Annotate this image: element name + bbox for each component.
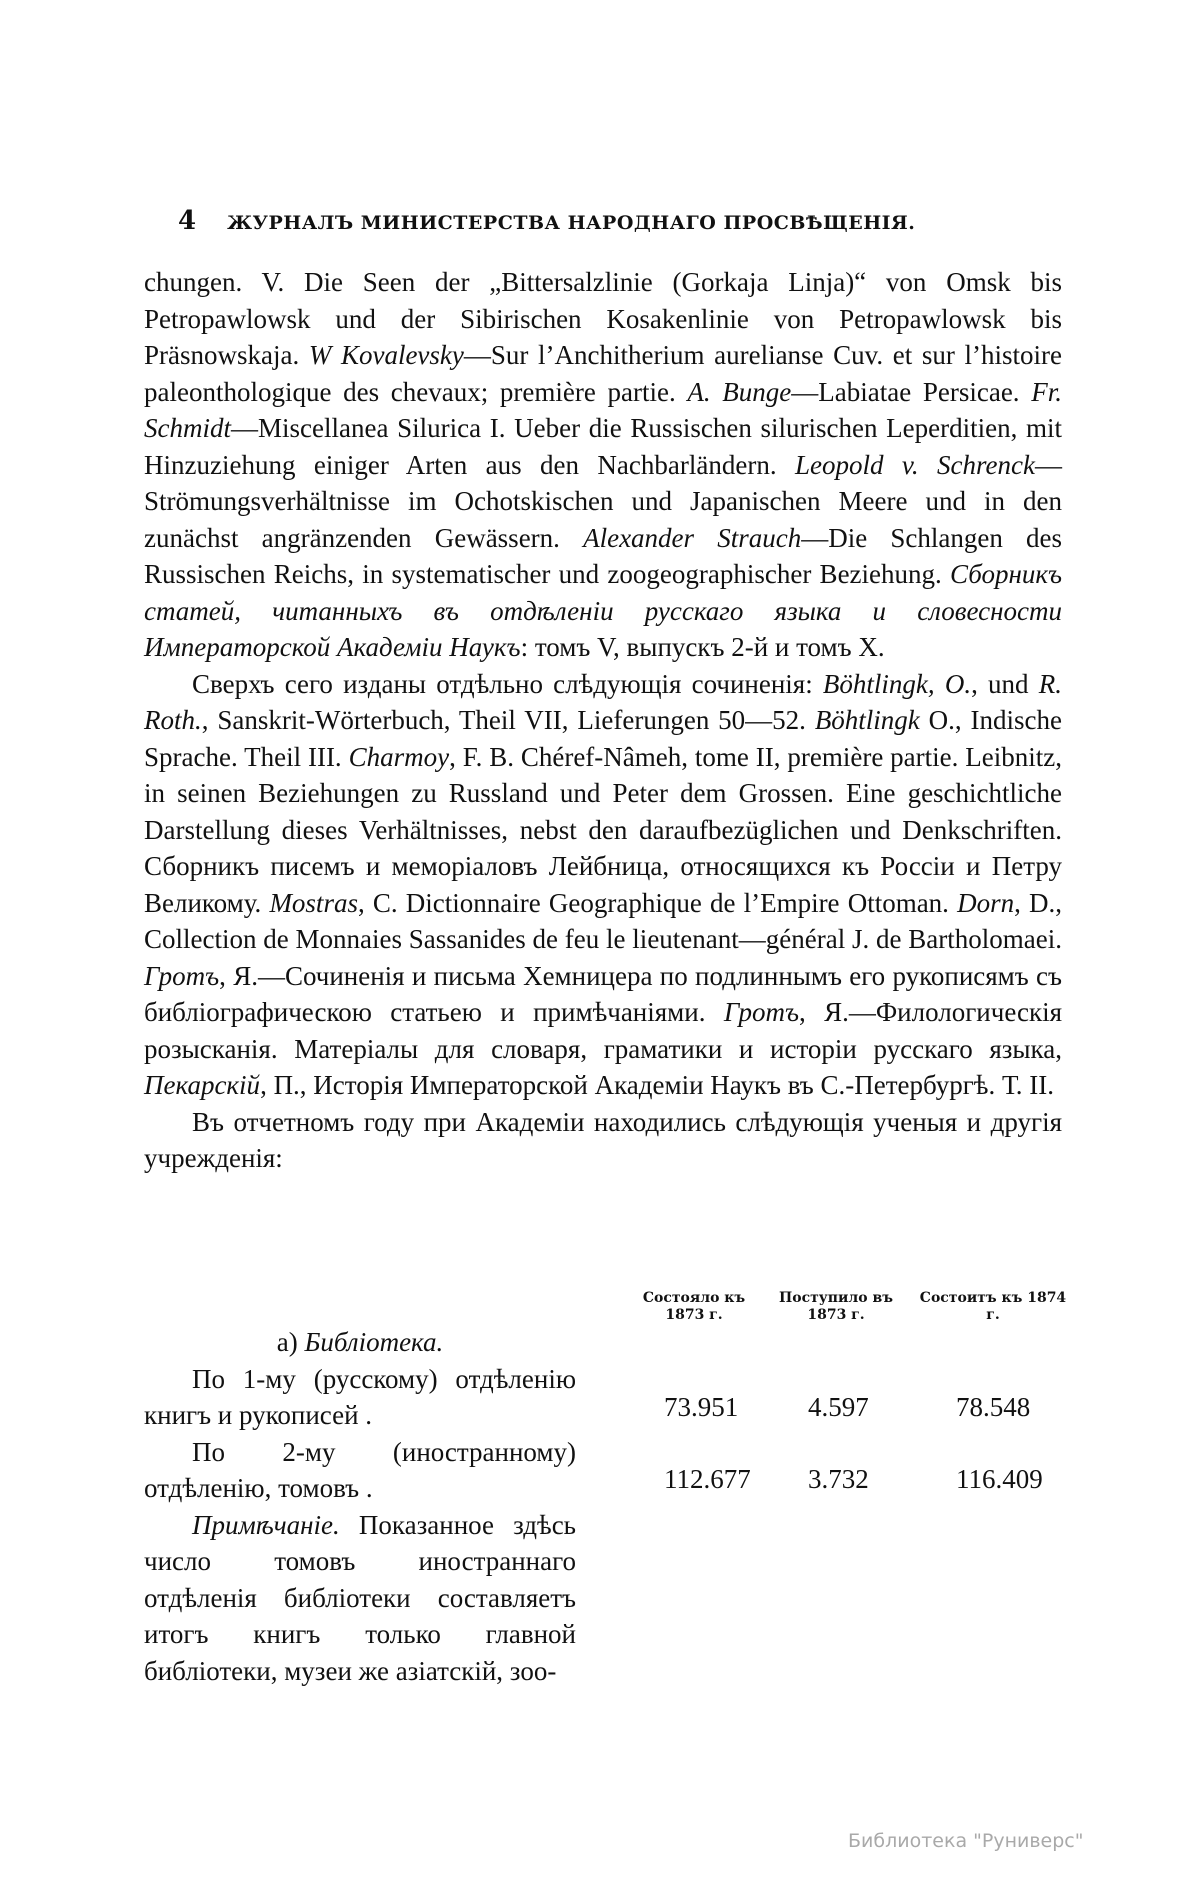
- author-italic: Гротъ: [723, 997, 799, 1027]
- author-italic: Гротъ: [144, 960, 220, 991]
- text-run: O., Indische Sprache. Theil III.: [144, 705, 1063, 772]
- column-header-1873-start: Состояло къ 1873 г.: [642, 1290, 746, 1323]
- text-run: , D., Collection de Monnaies Sassanides de feu le lieutenant—général J. de Bartholomaei.: [144, 887, 1063, 954]
- text-run: , П., Исторія Императорской Академіи Наукъ въ С.-Петербургѣ. Т. II.: [260, 1070, 1054, 1100]
- author-italic: Mostras: [269, 887, 358, 918]
- text-run: , Я.—Филологическія розысканія. Матеріалы для словаря, граматики и исторіи русскаго языка,: [144, 997, 1063, 1064]
- author-italic: R. Roth.: [144, 668, 1063, 735]
- text-run: , Sanskrit-Wörterbuch, Theil VII, Lieferungen 50—52.: [201, 705, 815, 735]
- text-run: —Miscellanea Silurica I. Ueber die Russischen silurischen Leperditien, mit Hinzuziehung einiger Arten aus den Nachbarländern.: [144, 413, 1062, 480]
- text-run: , C. Dictionnaire Geographique de l’Empire Ottoman.: [357, 887, 958, 918]
- running-header: [178, 206, 998, 236]
- author-italic: Böhtlingk: [814, 705, 920, 735]
- paragraph-publications-continued: [144, 264, 1062, 666]
- author-italic: Böhtlingk, O.: [822, 668, 972, 699]
- text-run: Сверхъ сего изданы отдѣльно слѣдующія сочиненія:: [192, 668, 823, 699]
- text-run: —Strömungsverhältnisse im Ochotskischen und Japanischen Meere und in den zunächst angränzenden Gewässern.: [144, 449, 1062, 553]
- author-italic: Fr. Schmidt: [144, 376, 1062, 443]
- paragraph-institutions: Въ отчетномъ году при Академіи находились слѣдующія ученыя и другія учрежденія:: [144, 1106, 1062, 1173]
- library-watermark: Библиотека "Руниверс": [848, 1830, 1084, 1852]
- section-letter: а): [276, 1327, 305, 1357]
- text-run: chungen. V. Die Seen der „Bittersalzlinie (Gorkaja Linja)“ von Omsk bis Petropawlowsk und der Sibirischen Kosakenlinie von Petropawlowsk bis Präsnowskaja.: [144, 267, 1062, 370]
- author-italic: Alexander Strauch: [583, 522, 802, 553]
- table-cell: 3.732: [808, 1464, 869, 1494]
- row-label-foreign-dept: По 2-му (иностранному) отдѣленію, томовъ .: [144, 1436, 576, 1503]
- text-run: —Labiatae Persicae.: [791, 376, 1032, 407]
- table-cell: 112.677: [664, 1464, 751, 1494]
- section-title: Библіотека.: [304, 1327, 444, 1357]
- author-italic: Dorn: [957, 887, 1015, 918]
- author-italic: Пекарскій: [144, 1070, 261, 1100]
- title-italic: Сборникъ статей, читанныхъ въ отдѣленіи русскаго языка и словесности Императорской Академіи Наукъ: [144, 559, 1062, 662]
- column-header-1873-received: Поступило въ 1873 г.: [779, 1290, 893, 1323]
- paragraph-separate-editions: [144, 666, 1062, 1104]
- section-label: [144, 1324, 576, 1361]
- table-cell: 116.409: [956, 1464, 1043, 1494]
- text-run: , Я.—Сочиненія и письма Хемницера по подлиннымъ его рукописямъ съ библіографическою статьею и примѣчаніями.: [144, 960, 1062, 1027]
- table-cell: 78.548: [956, 1392, 1031, 1422]
- author-italic: Charmoy: [348, 741, 450, 772]
- text-run: , und: [971, 668, 1039, 699]
- text-run: —Die Schlangen des Russischen Reichs, in systematischer und zoogeographischer Beziehung.: [144, 522, 1063, 589]
- text-run: : томъ V, выпускъ 2-й и томъ X.: [520, 632, 885, 662]
- note: [144, 1507, 576, 1690]
- body-text: [144, 264, 1062, 1177]
- text-run: , F. B. Chéref-Nâmeh, tome II, première partie. Leibnitz, in seinen Beziehungen zu Russland und Peter dem Grossen. Eine geschichtliche Darstellung dieses Verhältnisses, nebst den daraufbezüglichen und Denkschriften. Сборникъ писемъ и меморіаловъ Лейбница, относящихся къ Россіи и Петру Великому.: [144, 741, 1062, 918]
- table-row-labels: [144, 1324, 576, 1689]
- note-label: Примѣчаніе.: [192, 1509, 340, 1540]
- running-title: ЖУРНАЛЪ МИНИСТЕРСТВА НАРОДНАГО ПРОСВѢЩЕНІЯ.: [227, 212, 916, 234]
- table-cell: 73.951: [664, 1392, 739, 1422]
- author-italic: A. Bunge: [687, 376, 792, 407]
- column-header-1874: Состоитъ къ 1874 г.: [919, 1290, 1067, 1323]
- text-run: —Sur l’Anchitherium aurelianse Cuv. et sur l’histoire paleonthologique des chevaux; première partie.: [144, 340, 1062, 407]
- table-cell: 4.597: [808, 1392, 869, 1422]
- author-italic: Leopold v. Schrenck: [795, 449, 1035, 480]
- row-label-russian-dept: По 1-му (русскому) отдѣленію книгъ и рукописей .: [144, 1363, 576, 1430]
- note-text: Показанное здѣсь число томовъ иностраннаго отдѣленія библіотеки составляетъ итогъ книгъ только главной библіотеки, музеи же азіатскій, зоо-: [144, 1509, 576, 1686]
- author-italic: W Kovalevsky: [308, 340, 464, 370]
- page-number: 4: [178, 206, 197, 236]
